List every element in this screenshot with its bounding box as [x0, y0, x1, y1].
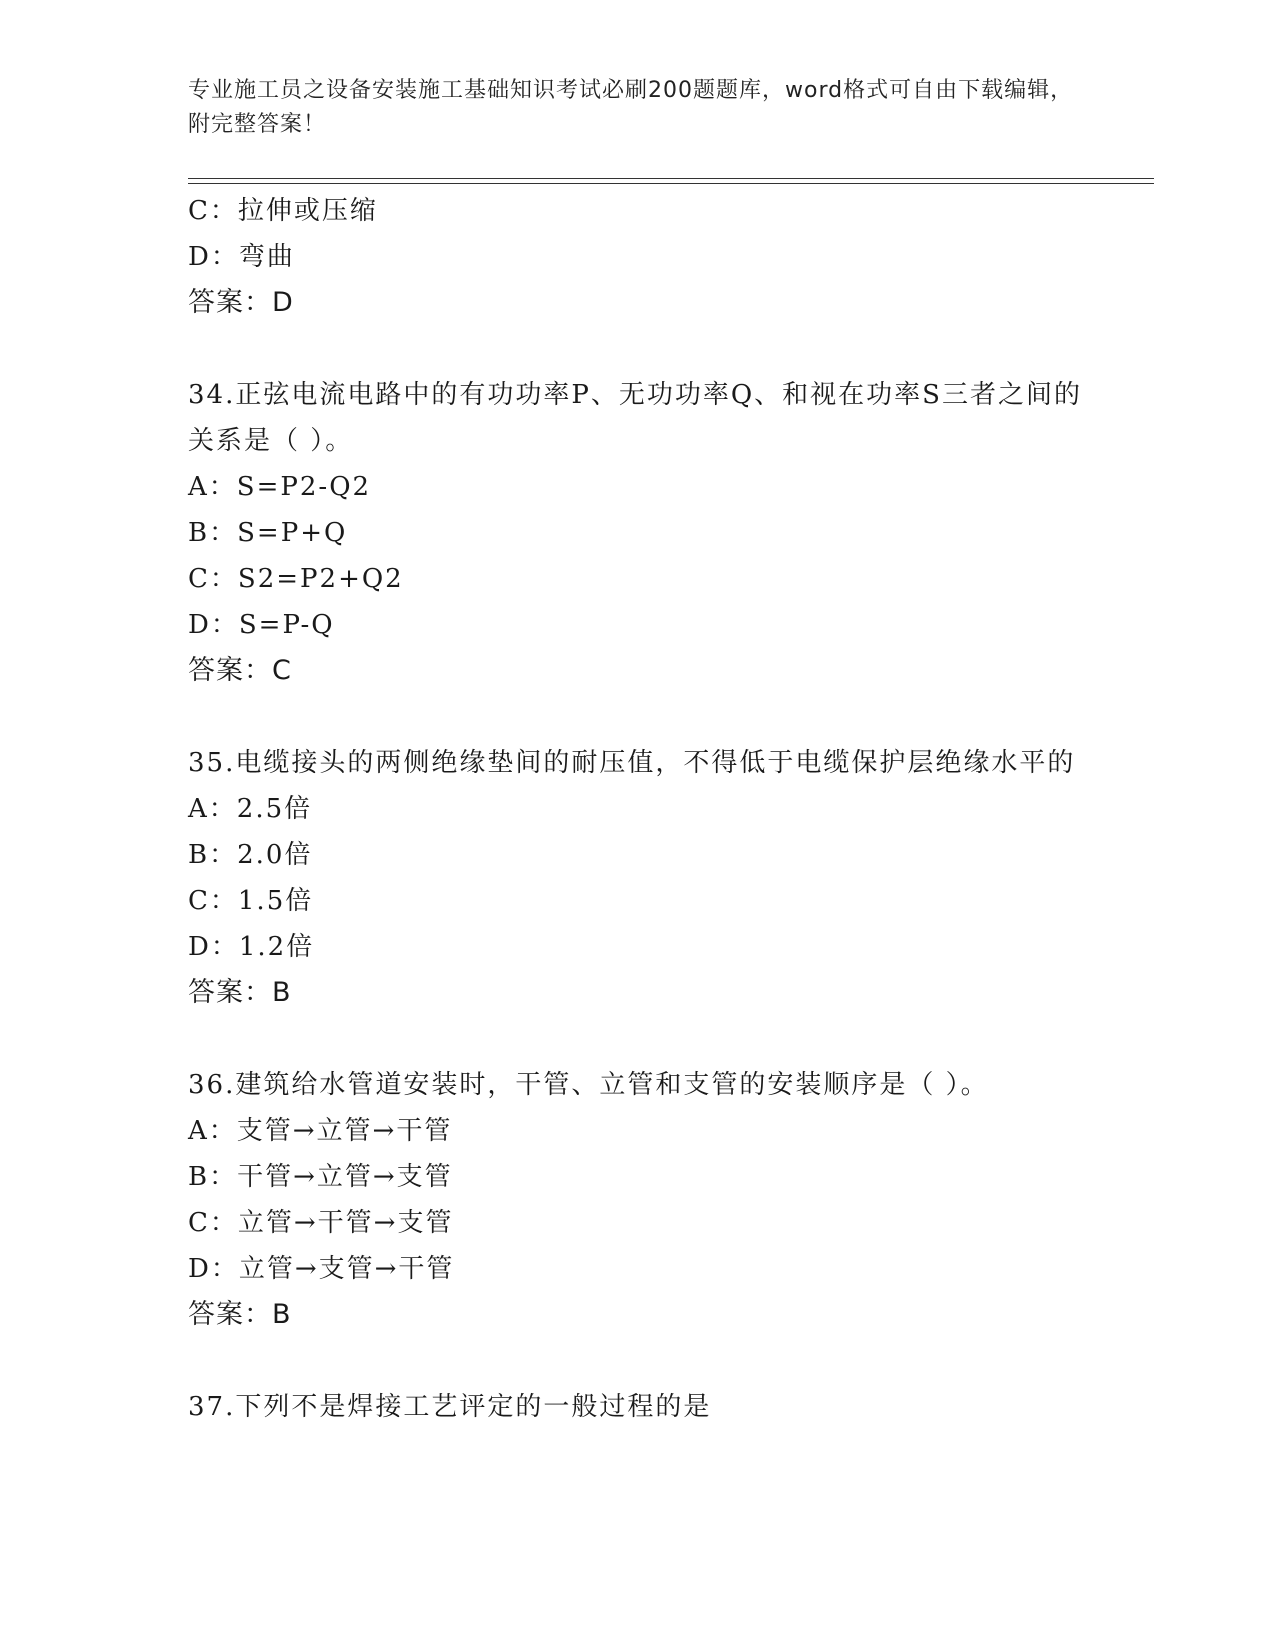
option-line: B：干管→立管→支管 — [188, 1162, 453, 1192]
option-line: D：立管→支管→干管 — [188, 1254, 455, 1284]
option-line: B：S=P+Q — [188, 518, 348, 548]
header-divider-bottom — [188, 183, 1154, 184]
option-line: D：弯曲 — [188, 242, 295, 272]
spacer — [188, 1338, 1088, 1384]
option-line: C：拉伸或压缩 — [188, 196, 378, 226]
option-line: C：S2=P2+Q2 — [188, 564, 404, 594]
question-list — [188, 188, 1088, 1430]
spacer — [188, 1016, 1088, 1062]
question-text: 37.下列不是焊接工艺评定的一般过程的是 — [188, 1392, 712, 1422]
answer-line: 答案：C — [188, 655, 292, 686]
document-header: 专业施工员之设备安装施工基础知识考试必刷200题题库，word格式可自由下载编辑，附完整答案！ — [188, 78, 1074, 137]
answer-line: 答案：D — [188, 287, 294, 318]
option-line: A：2.5倍 — [188, 794, 313, 824]
spacer — [188, 694, 1088, 740]
option-line: B：2.0倍 — [188, 840, 313, 870]
header-divider-top — [188, 178, 1154, 179]
option-line: D：S=P-Q — [188, 610, 335, 640]
question-text: 35.电缆接头的两侧绝缘垫间的耐压值，不得低于电缆保护层绝缘水平的 — [188, 748, 1076, 778]
answer-line: 答案：B — [188, 1299, 292, 1330]
option-line: C：立管→干管→支管 — [188, 1208, 454, 1238]
option-line: A：支管→立管→干管 — [188, 1116, 453, 1146]
spacer — [188, 326, 1088, 372]
option-line: D：1.2倍 — [188, 932, 315, 962]
answer-line: 答案：B — [188, 977, 292, 1008]
question-text: 36.建筑给水管道安装时，干管、立管和支管的安装顺序是（ ）。 — [188, 1070, 989, 1100]
question-text: 34.正弦电流电路中的有功功率P、无功功率Q、和视在功率S三者之间的关系是（ ）。 — [188, 380, 1082, 456]
option-line: A：S=P2-Q2 — [188, 472, 372, 502]
option-line: C：1.5倍 — [188, 886, 314, 916]
